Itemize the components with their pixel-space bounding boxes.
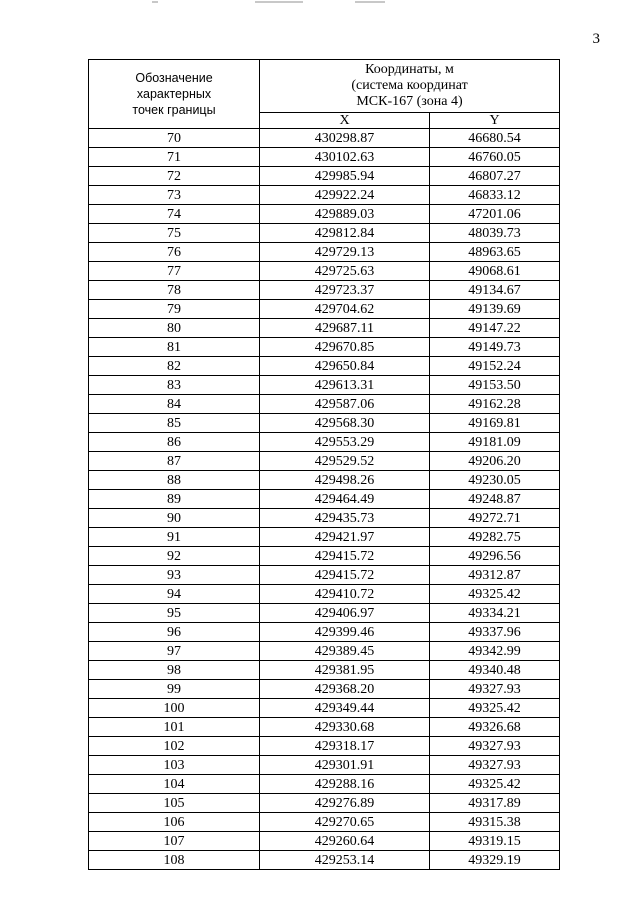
table-row bbox=[89, 718, 560, 737]
x-coordinate-cell: 429725.63 bbox=[260, 262, 430, 281]
table-row bbox=[89, 205, 560, 224]
y-coordinate-cell: 49342.99 bbox=[430, 642, 560, 661]
y-coordinate-cell: 49315.38 bbox=[430, 813, 560, 832]
y-coordinate-cell: 49325.42 bbox=[430, 699, 560, 718]
table-row bbox=[89, 680, 560, 699]
x-coordinate-cell: 429729.13 bbox=[260, 243, 430, 262]
y-coordinate-cell: 49139.69 bbox=[430, 300, 560, 319]
table-row bbox=[89, 319, 560, 338]
x-coordinate-cell: 429270.65 bbox=[260, 813, 430, 832]
x-coordinate-cell: 429276.89 bbox=[260, 794, 430, 813]
x-coordinate-cell: 429498.26 bbox=[260, 471, 430, 490]
x-coordinate-cell: 429704.62 bbox=[260, 300, 430, 319]
point-number-cell: 79 bbox=[89, 300, 260, 319]
y-coordinate-cell: 49181.09 bbox=[430, 433, 560, 452]
point-header-line-3: точек границы bbox=[132, 103, 216, 117]
y-coordinate-cell: 49153.50 bbox=[430, 376, 560, 395]
point-number-cell: 78 bbox=[89, 281, 260, 300]
point-number-cell: 85 bbox=[89, 414, 260, 433]
y-coordinate-cell: 49206.20 bbox=[430, 452, 560, 471]
table-row bbox=[89, 528, 560, 547]
point-number-cell: 91 bbox=[89, 528, 260, 547]
point-number-cell: 102 bbox=[89, 737, 260, 756]
y-coordinate-cell: 49334.21 bbox=[430, 604, 560, 623]
coords-header-line-1: Координаты, м bbox=[365, 62, 454, 77]
table-row bbox=[89, 243, 560, 262]
point-number-cell: 75 bbox=[89, 224, 260, 243]
point-number-cell: 96 bbox=[89, 623, 260, 642]
table-row bbox=[89, 585, 560, 604]
table-row bbox=[89, 186, 560, 205]
point-number-cell: 84 bbox=[89, 395, 260, 414]
table-row bbox=[89, 490, 560, 509]
table-row bbox=[89, 661, 560, 680]
y-coordinate-cell: 49317.89 bbox=[430, 794, 560, 813]
x-column-header: X bbox=[260, 113, 430, 129]
table-row bbox=[89, 851, 560, 870]
table-row bbox=[89, 224, 560, 243]
y-coordinate-cell: 49319.15 bbox=[430, 832, 560, 851]
y-coordinate-cell: 49134.67 bbox=[430, 281, 560, 300]
table-header bbox=[89, 60, 560, 129]
x-coordinate-cell: 429464.49 bbox=[260, 490, 430, 509]
y-coordinate-cell: 49326.68 bbox=[430, 718, 560, 737]
x-coordinate-cell: 429723.37 bbox=[260, 281, 430, 300]
y-coordinate-cell: 49149.73 bbox=[430, 338, 560, 357]
x-coordinate-cell: 429812.84 bbox=[260, 224, 430, 243]
x-coordinate-cell: 429613.31 bbox=[260, 376, 430, 395]
table-row bbox=[89, 300, 560, 319]
point-header-line-1: Обозначение bbox=[135, 71, 213, 85]
x-coordinate-cell: 429399.46 bbox=[260, 623, 430, 642]
table-row bbox=[89, 395, 560, 414]
table-row bbox=[89, 262, 560, 281]
page-number: 3 bbox=[592, 31, 600, 47]
table-row bbox=[89, 623, 560, 642]
top-edge-marks bbox=[150, 0, 400, 6]
x-coordinate-cell: 430298.87 bbox=[260, 129, 430, 148]
y-coordinate-cell: 49340.48 bbox=[430, 661, 560, 680]
x-coordinate-cell: 429301.91 bbox=[260, 756, 430, 775]
table-row bbox=[89, 813, 560, 832]
point-number-cell: 81 bbox=[89, 338, 260, 357]
table-row bbox=[89, 547, 560, 566]
y-coordinate-cell: 49327.93 bbox=[430, 680, 560, 699]
x-coordinate-cell: 429415.72 bbox=[260, 547, 430, 566]
point-number-cell: 87 bbox=[89, 452, 260, 471]
y-coordinate-cell: 49296.56 bbox=[430, 547, 560, 566]
point-number-cell: 107 bbox=[89, 832, 260, 851]
point-number-cell: 89 bbox=[89, 490, 260, 509]
y-coordinate-cell: 49248.87 bbox=[430, 490, 560, 509]
point-number-cell: 97 bbox=[89, 642, 260, 661]
table-row bbox=[89, 148, 560, 167]
point-number-cell: 72 bbox=[89, 167, 260, 186]
table-row bbox=[89, 357, 560, 376]
y-coordinate-cell: 46807.27 bbox=[430, 167, 560, 186]
table-row bbox=[89, 338, 560, 357]
y-coordinate-cell: 49327.93 bbox=[430, 756, 560, 775]
y-coordinate-cell: 49272.71 bbox=[430, 509, 560, 528]
y-coordinate-cell: 49312.87 bbox=[430, 566, 560, 585]
y-coordinate-cell: 49230.05 bbox=[430, 471, 560, 490]
point-number-cell: 80 bbox=[89, 319, 260, 338]
point-number-cell: 100 bbox=[89, 699, 260, 718]
table-row bbox=[89, 642, 560, 661]
header-row-top bbox=[89, 60, 560, 113]
point-number-cell: 92 bbox=[89, 547, 260, 566]
x-coordinate-cell: 429368.20 bbox=[260, 680, 430, 699]
x-coordinate-cell: 429381.95 bbox=[260, 661, 430, 680]
point-number-cell: 86 bbox=[89, 433, 260, 452]
x-coordinate-cell: 429889.03 bbox=[260, 205, 430, 224]
y-coordinate-cell: 46833.12 bbox=[430, 186, 560, 205]
coordinates-table bbox=[88, 59, 560, 870]
y-coordinate-cell: 49329.19 bbox=[430, 851, 560, 870]
point-number-cell: 93 bbox=[89, 566, 260, 585]
x-coordinate-cell: 429568.30 bbox=[260, 414, 430, 433]
table-row bbox=[89, 167, 560, 186]
point-number-cell: 95 bbox=[89, 604, 260, 623]
point-number-cell: 88 bbox=[89, 471, 260, 490]
x-coordinate-cell: 429330.68 bbox=[260, 718, 430, 737]
x-coordinate-cell: 429922.24 bbox=[260, 186, 430, 205]
point-number-cell: 76 bbox=[89, 243, 260, 262]
table-row bbox=[89, 452, 560, 471]
point-number-cell: 83 bbox=[89, 376, 260, 395]
x-coordinate-cell: 430102.63 bbox=[260, 148, 430, 167]
x-coordinate-cell: 429529.52 bbox=[260, 452, 430, 471]
table-row bbox=[89, 775, 560, 794]
coords-header-line-3: МСК-167 (зона 4) bbox=[356, 94, 463, 109]
point-number-cell: 99 bbox=[89, 680, 260, 699]
y-coordinate-cell: 49282.75 bbox=[430, 528, 560, 547]
point-number-cell: 77 bbox=[89, 262, 260, 281]
point-number-cell: 103 bbox=[89, 756, 260, 775]
y-coordinate-cell: 49162.28 bbox=[430, 395, 560, 414]
table-row bbox=[89, 509, 560, 528]
x-coordinate-cell: 429650.84 bbox=[260, 357, 430, 376]
table-row bbox=[89, 433, 560, 452]
y-coordinate-cell: 49147.22 bbox=[430, 319, 560, 338]
x-coordinate-cell: 429670.85 bbox=[260, 338, 430, 357]
y-column-header: Y bbox=[430, 113, 560, 129]
point-number-cell: 104 bbox=[89, 775, 260, 794]
y-coordinate-cell: 47201.06 bbox=[430, 205, 560, 224]
point-column-header bbox=[89, 60, 260, 129]
table-row bbox=[89, 566, 560, 585]
y-coordinate-cell: 49152.24 bbox=[430, 357, 560, 376]
table-row bbox=[89, 699, 560, 718]
coords-header-line-2: (система координат bbox=[351, 78, 468, 93]
y-coordinate-cell: 49337.96 bbox=[430, 623, 560, 642]
x-coordinate-cell: 429318.17 bbox=[260, 737, 430, 756]
coordinates-column-header bbox=[260, 60, 560, 113]
x-coordinate-cell: 429410.72 bbox=[260, 585, 430, 604]
y-coordinate-cell: 48039.73 bbox=[430, 224, 560, 243]
x-coordinate-cell: 429587.06 bbox=[260, 395, 430, 414]
point-number-cell: 98 bbox=[89, 661, 260, 680]
point-number-cell: 108 bbox=[89, 851, 260, 870]
point-number-cell: 90 bbox=[89, 509, 260, 528]
x-coordinate-cell: 429421.97 bbox=[260, 528, 430, 547]
table-row bbox=[89, 604, 560, 623]
x-coordinate-cell: 429435.73 bbox=[260, 509, 430, 528]
point-number-cell: 106 bbox=[89, 813, 260, 832]
point-number-cell: 74 bbox=[89, 205, 260, 224]
x-coordinate-cell: 429349.44 bbox=[260, 699, 430, 718]
table-row bbox=[89, 756, 560, 775]
x-coordinate-cell: 429406.97 bbox=[260, 604, 430, 623]
x-coordinate-cell: 429260.64 bbox=[260, 832, 430, 851]
point-number-cell: 101 bbox=[89, 718, 260, 737]
x-coordinate-cell: 429253.14 bbox=[260, 851, 430, 870]
y-coordinate-cell: 49169.81 bbox=[430, 414, 560, 433]
point-number-cell: 105 bbox=[89, 794, 260, 813]
x-coordinate-cell: 429288.16 bbox=[260, 775, 430, 794]
y-coordinate-cell: 49325.42 bbox=[430, 775, 560, 794]
x-coordinate-cell: 429553.29 bbox=[260, 433, 430, 452]
y-coordinate-cell: 48963.65 bbox=[430, 243, 560, 262]
table-row bbox=[89, 832, 560, 851]
table-row bbox=[89, 376, 560, 395]
table-row bbox=[89, 471, 560, 490]
table-body bbox=[89, 129, 560, 870]
x-coordinate-cell: 429415.72 bbox=[260, 566, 430, 585]
point-number-cell: 73 bbox=[89, 186, 260, 205]
y-coordinate-cell: 46760.05 bbox=[430, 148, 560, 167]
y-coordinate-cell: 46680.54 bbox=[430, 129, 560, 148]
point-number-cell: 71 bbox=[89, 148, 260, 167]
table-row bbox=[89, 281, 560, 300]
point-number-cell: 94 bbox=[89, 585, 260, 604]
y-coordinate-cell: 49327.93 bbox=[430, 737, 560, 756]
point-number-cell: 82 bbox=[89, 357, 260, 376]
table-row bbox=[89, 129, 560, 148]
point-number-cell: 70 bbox=[89, 129, 260, 148]
table-row bbox=[89, 737, 560, 756]
table-row bbox=[89, 794, 560, 813]
y-coordinate-cell: 49068.61 bbox=[430, 262, 560, 281]
table-row bbox=[89, 414, 560, 433]
x-coordinate-cell: 429687.11 bbox=[260, 319, 430, 338]
x-coordinate-cell: 429389.45 bbox=[260, 642, 430, 661]
point-header-line-2: характерных bbox=[136, 87, 212, 101]
x-coordinate-cell: 429985.94 bbox=[260, 167, 430, 186]
y-coordinate-cell: 49325.42 bbox=[430, 585, 560, 604]
